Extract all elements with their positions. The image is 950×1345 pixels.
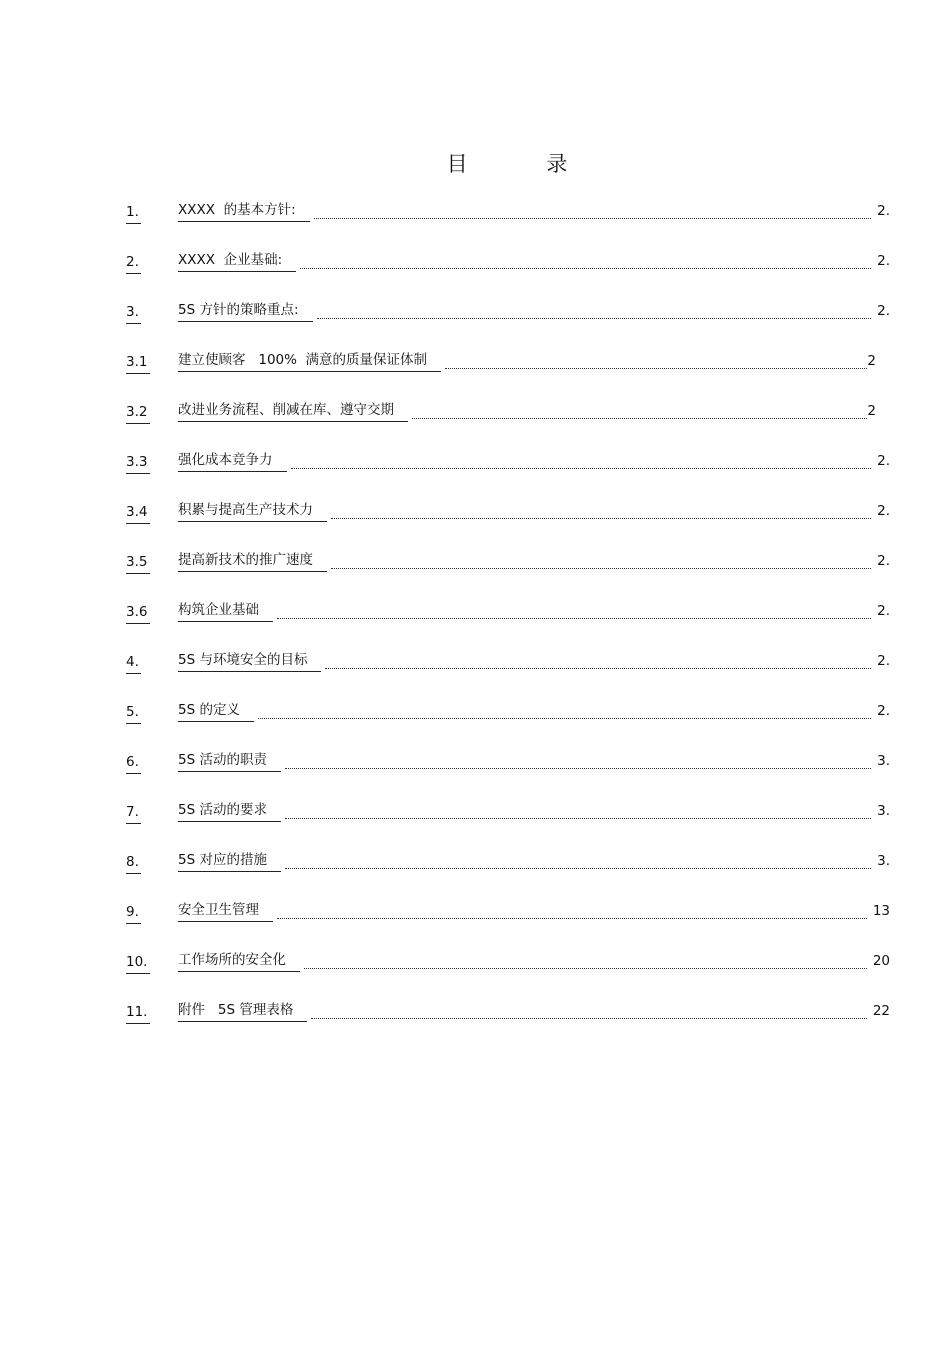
toc-entry-label[interactable]: 5S 活动的职责 [178,750,281,772]
toc-leader-dots [277,604,871,619]
toc-leader-dots [445,354,867,369]
toc-entry-page: 2. [877,453,890,469]
toc-leader-dots [300,254,871,269]
toc-entry-label[interactable]: 5S 活动的要求 [178,800,281,822]
toc-entry-number: 8. [126,852,141,874]
toc-entry-label[interactable]: 建立使顾客 100% 满意的质量保证体制 [178,350,441,372]
toc-entry-label[interactable]: 积累与提高生产技术力 [178,500,327,522]
toc-entry-page: 2. [877,603,890,619]
toc-entry-label[interactable]: 5S 的定义 [178,700,254,722]
toc-entry-number: 1. [126,202,141,224]
toc-entry-number: 3. [126,302,141,324]
toc-entry-label[interactable]: 安全卫生管理 [178,900,273,922]
toc-leader-dots [331,504,871,519]
toc-leader-dots [285,804,871,819]
toc-entry-page: 3. [877,853,890,869]
toc-title: 目 录 [446,152,604,176]
toc-entry[interactable] [126,300,896,350]
toc-entry[interactable] [126,550,896,600]
toc-entry-label[interactable]: 5S 与环境安全的目标 [178,650,321,672]
toc-entry-page: 2. [877,703,890,719]
toc-entry-page: 2 [867,403,876,419]
toc-entry-page: 2. [877,203,890,219]
toc-entry[interactable] [126,600,896,650]
toc-leader-dots [314,204,871,219]
toc-leader-dots [311,1004,866,1019]
toc-leader-dots [285,754,871,769]
toc-entry-number: 6. [126,752,141,774]
toc-entry[interactable] [126,500,896,550]
toc-entry[interactable] [126,1000,896,1050]
toc-entry-label[interactable]: 5S 对应的措施 [178,850,281,872]
toc-leader-dots [304,954,867,969]
toc-entry-number: 11. [126,1002,150,1024]
toc-entry[interactable] [126,800,896,850]
toc-entry-page: 2 [867,353,876,369]
toc-leader-dots [277,904,867,919]
toc-entry-number: 2. [126,252,141,274]
toc-leader-dots [258,704,871,719]
toc-leader-dots [317,304,872,319]
toc-entry-number: 3.2 [126,402,150,424]
toc-entry-page: 2. [877,253,890,269]
toc-entry-page: 2. [877,553,890,569]
toc-entry[interactable] [126,400,896,450]
toc-entry-number: 3.5 [126,552,150,574]
toc-entry[interactable] [126,200,896,250]
toc-entry-label[interactable]: 工作场所的安全化 [178,950,300,972]
toc-entry-number: 9. [126,902,141,924]
toc-entry[interactable] [126,250,896,300]
toc-entry-label[interactable]: XXXX 的基本方针: [178,200,310,222]
toc-entry-page: 3. [877,753,890,769]
toc-entry[interactable] [126,900,896,950]
toc-entry-page: 22 [872,1003,890,1019]
toc-entry-page: 2. [877,303,890,319]
toc-entry[interactable] [126,650,896,700]
toc-leader-dots [285,854,871,869]
toc-entry-label[interactable]: 提高新技术的推广速度 [178,550,327,572]
toc-entry-page: 2. [877,503,890,519]
toc-entry-page: 2. [877,653,890,669]
toc-entry-page: 3. [877,803,890,819]
toc-leader-dots [412,404,867,419]
toc-entry[interactable] [126,850,896,900]
toc-entry-number: 3.3 [126,452,150,474]
toc-entry[interactable] [126,950,896,1000]
toc-leader-dots [291,454,872,469]
toc-entry-label[interactable]: 改进业务流程、削减在库、遵守交期 [178,400,408,422]
table-of-contents [126,200,896,1050]
toc-entry[interactable] [126,450,896,500]
toc-leader-dots [331,554,871,569]
toc-entry-number: 4. [126,652,141,674]
toc-leader-dots [325,654,871,669]
toc-entry[interactable] [126,700,896,750]
toc-entry-number: 5. [126,702,141,724]
toc-entry-number: 3.1 [126,352,150,374]
toc-entry-label[interactable]: 强化成本竞争力 [178,450,287,472]
toc-entry-label[interactable]: 附件 5S 管理表格 [178,1000,307,1022]
toc-entry-label[interactable]: XXXX 企业基础: [178,250,296,272]
toc-entry-page: 13 [872,903,890,919]
toc-entry-label[interactable]: 构筑企业基础 [178,600,273,622]
toc-entry-page: 20 [872,953,890,969]
toc-entry-number: 3.6 [126,602,150,624]
toc-entry-number: 3.4 [126,502,150,524]
toc-entry[interactable] [126,350,896,400]
toc-entry-number: 7. [126,802,141,824]
toc-entry[interactable] [126,750,896,800]
toc-entry-number: 10. [126,952,150,974]
toc-entry-label[interactable]: 5S 方针的策略重点: [178,300,313,322]
